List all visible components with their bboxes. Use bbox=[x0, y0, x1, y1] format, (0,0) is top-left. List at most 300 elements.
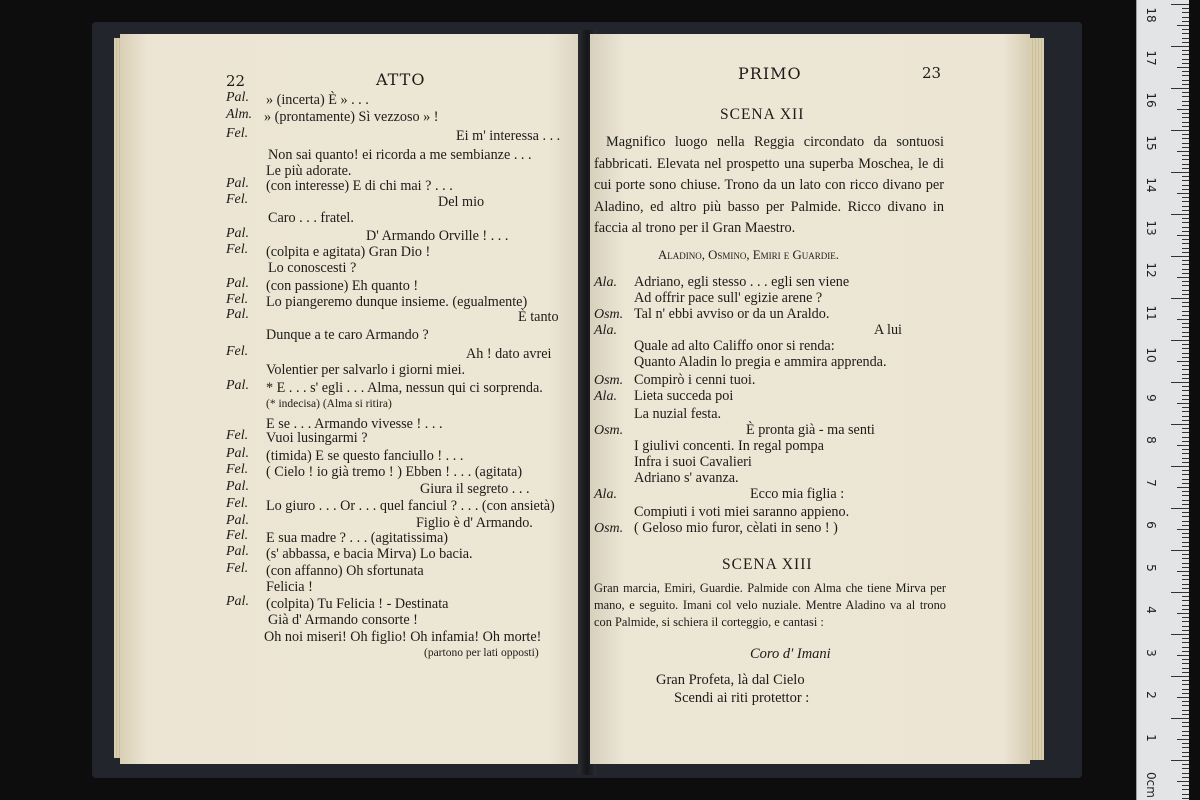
ruler-tick bbox=[1182, 537, 1189, 538]
ruler-tick bbox=[1177, 739, 1189, 740]
ruler-tick bbox=[1182, 504, 1189, 505]
ruler-tick bbox=[1182, 113, 1189, 114]
ruler-label: 15 bbox=[1144, 134, 1158, 151]
ruler-tick bbox=[1171, 634, 1189, 635]
ruler-tick bbox=[1182, 164, 1189, 165]
ruler-tick bbox=[1171, 592, 1189, 593]
ruler-tick bbox=[1182, 437, 1189, 438]
ruler-tick bbox=[1182, 789, 1189, 790]
ruler-tick bbox=[1182, 227, 1189, 228]
ruler-tick bbox=[1182, 546, 1189, 547]
ruler-tick bbox=[1182, 483, 1189, 484]
ruler-tick bbox=[1171, 298, 1189, 299]
left-page bbox=[120, 34, 586, 764]
ruler-tick bbox=[1171, 424, 1189, 425]
speaker-label: Pal. bbox=[226, 594, 249, 609]
ruler-tick bbox=[1182, 369, 1189, 370]
ruler-tick bbox=[1171, 382, 1189, 383]
ruler-tick bbox=[1182, 416, 1189, 417]
ruler-tick bbox=[1182, 558, 1189, 559]
ruler-tick bbox=[1182, 575, 1189, 576]
ruler-tick bbox=[1177, 403, 1189, 404]
ruler-tick bbox=[1182, 630, 1189, 631]
ruler-tick bbox=[1182, 348, 1189, 349]
ruler-tick bbox=[1182, 764, 1189, 765]
dialogue-line: I giulivi concenti. In regal pompa bbox=[634, 438, 824, 454]
speaker-label: Fel. bbox=[226, 561, 249, 576]
dialogue-line: Ah ! dato avrei bbox=[466, 346, 552, 362]
ruler-label: 1 bbox=[1144, 733, 1158, 742]
ruler-tick bbox=[1171, 4, 1189, 5]
dialogue-line: Lo giuro . . . Or . . . quel fanciul ? . . . (con ansietà) bbox=[266, 498, 555, 514]
ruler-tick bbox=[1182, 458, 1189, 459]
ruler-tick bbox=[1182, 197, 1189, 198]
speaker-label: Pal. bbox=[226, 513, 249, 528]
dialogue-line: (s' abbassa, e bacia Mirva) Lo bacia. bbox=[266, 546, 473, 562]
ruler-tick bbox=[1182, 705, 1189, 706]
ruler-tick bbox=[1182, 155, 1189, 156]
ruler-tick bbox=[1171, 550, 1189, 551]
ruler-tick bbox=[1182, 75, 1189, 76]
speaker-label: Pal. bbox=[226, 479, 249, 494]
ruler-tick bbox=[1182, 659, 1189, 660]
ruler-tick bbox=[1182, 159, 1189, 160]
ruler-tick bbox=[1182, 542, 1189, 543]
speaker-label: Ala. bbox=[594, 389, 617, 404]
speaker-label: Alm. bbox=[226, 107, 253, 122]
dialogue-line: ( Geloso mio furor, cèlati in seno ! ) bbox=[634, 520, 838, 536]
ruler-tick bbox=[1182, 294, 1189, 295]
dialogue-line: Tal n' ebbi avviso or da un Araldo. bbox=[634, 306, 830, 322]
ruler-tick bbox=[1182, 260, 1189, 261]
ruler-tick bbox=[1182, 638, 1189, 639]
ruler-tick bbox=[1182, 407, 1189, 408]
speaker-label: Fel. bbox=[226, 428, 249, 443]
speaker-label: Osm. bbox=[594, 373, 624, 388]
dialogue-line: Dunque a te caro Armando ? bbox=[266, 327, 429, 343]
ruler-tick bbox=[1171, 46, 1189, 47]
ruler-tick bbox=[1182, 50, 1189, 51]
ruler-tick bbox=[1171, 130, 1189, 131]
ruler-tick bbox=[1182, 714, 1189, 715]
ruler-tick bbox=[1182, 218, 1189, 219]
left-page-number: 22 bbox=[226, 72, 246, 90]
ruler-label: 0cm bbox=[1144, 772, 1158, 798]
speaker-label: Fel. bbox=[226, 292, 249, 307]
ruler-tick bbox=[1182, 138, 1189, 139]
ruler-tick bbox=[1182, 701, 1189, 702]
right-page bbox=[590, 34, 1030, 764]
scene-xii-title: SCENA XII bbox=[720, 106, 805, 123]
chorus-title: Coro d' Imani bbox=[750, 646, 831, 662]
ruler-tick bbox=[1182, 588, 1189, 589]
ruler-label: 5 bbox=[1144, 563, 1158, 572]
dialogue-line: Le più adorate. bbox=[266, 163, 352, 179]
ruler-tick bbox=[1182, 609, 1189, 610]
ruler-tick bbox=[1182, 344, 1189, 345]
ruler-tick bbox=[1182, 479, 1189, 480]
ruler-tick bbox=[1182, 386, 1189, 387]
ruler-tick bbox=[1182, 651, 1189, 652]
ruler-tick bbox=[1182, 399, 1189, 400]
dialogue-line: Non sai quanto! ei ricorda a me sembianze . . . bbox=[268, 147, 532, 163]
ruler-tick bbox=[1177, 235, 1189, 236]
dialogue-line: Volentier per salvarlo i giorni miei. bbox=[266, 362, 466, 378]
ruler-label: 6 bbox=[1144, 521, 1158, 529]
dialogue-line: Infra i suoi Cavalieri bbox=[634, 454, 752, 470]
dialogue-line: Ecco mia figlia : bbox=[750, 486, 845, 502]
dialogue-line: Già d' Armando consorte ! bbox=[268, 612, 418, 628]
ruler-tick bbox=[1182, 600, 1189, 601]
ruler-label: 17 bbox=[1144, 49, 1158, 66]
ruler-tick bbox=[1182, 617, 1189, 618]
speaker-label: Pal. bbox=[226, 378, 249, 393]
ruler-label: 8 bbox=[1144, 436, 1158, 444]
ruler-tick bbox=[1182, 726, 1189, 727]
ruler-tick bbox=[1182, 92, 1189, 93]
ruler-tick bbox=[1182, 285, 1189, 286]
ruler-label: 11 bbox=[1144, 304, 1158, 321]
ruler-tick bbox=[1182, 743, 1189, 744]
ruler-tick bbox=[1182, 29, 1189, 30]
ruler-tick bbox=[1182, 533, 1189, 534]
ruler-tick bbox=[1182, 117, 1189, 118]
dialogue-line: Ei m' interessa . . . bbox=[456, 128, 561, 144]
ruler-tick bbox=[1182, 302, 1189, 303]
speaker-label: Pal. bbox=[226, 226, 249, 241]
ruler-tick bbox=[1182, 332, 1189, 333]
speaker-label: Fel. bbox=[226, 192, 249, 207]
ruler-tick bbox=[1177, 613, 1189, 614]
ruler-tick bbox=[1177, 25, 1189, 26]
ruler-tick bbox=[1182, 747, 1189, 748]
ruler-label: 10 bbox=[1144, 347, 1158, 363]
dialogue-line: Lo conoscesti ? bbox=[268, 260, 357, 276]
ruler-tick bbox=[1182, 134, 1189, 135]
speaker-label: Osm. bbox=[594, 521, 624, 536]
dialogue-line: Quale ad alto Califfo onor si renda: bbox=[634, 338, 835, 354]
ruler-tick bbox=[1182, 38, 1189, 39]
ruler-tick bbox=[1182, 84, 1189, 85]
ruler-tick bbox=[1182, 621, 1189, 622]
ruler-tick bbox=[1182, 239, 1189, 240]
dialogue-line: Quanto Aladin lo pregia e ammira apprenda. bbox=[634, 354, 887, 370]
ruler-tick bbox=[1182, 147, 1189, 148]
speaker-label: Fel. bbox=[226, 496, 249, 511]
dialogue-line: (timida) E se questo fanciullo ! . . . bbox=[266, 448, 464, 464]
ruler-tick bbox=[1182, 273, 1189, 274]
ruler-tick bbox=[1177, 67, 1189, 68]
ruler-tick bbox=[1171, 340, 1189, 341]
scene-xii-cast: Aladino, Osmino, Emiri e Guardie. bbox=[658, 248, 839, 262]
ruler-tick bbox=[1182, 554, 1189, 555]
ruler-tick bbox=[1182, 605, 1189, 606]
dialogue-line: Giura il segreto . . . bbox=[420, 481, 530, 497]
right-page-edges bbox=[1030, 38, 1044, 760]
speaker-label: Pal. bbox=[226, 90, 249, 105]
dialogue-line: (con passione) Eh quanto ! bbox=[266, 278, 419, 294]
speaker-label: Ala. bbox=[594, 323, 617, 338]
ruler-tick bbox=[1182, 210, 1189, 211]
dialogue-line: (con affanno) Oh sfortunata bbox=[266, 563, 424, 579]
ruler-label: 16 bbox=[1144, 92, 1158, 108]
ruler-tick bbox=[1182, 71, 1189, 72]
ruler-tick bbox=[1182, 596, 1189, 597]
ruler-tick bbox=[1182, 105, 1189, 106]
ruler-tick bbox=[1171, 760, 1189, 761]
speaker-label: Pal. bbox=[226, 544, 249, 559]
dialogue-line: Compirò i cenni tuoi. bbox=[634, 372, 756, 388]
ruler-tick bbox=[1182, 176, 1189, 177]
ruler-tick bbox=[1182, 756, 1189, 757]
ruler-tick bbox=[1182, 420, 1189, 421]
ruler-tick bbox=[1182, 122, 1189, 123]
ruler-tick bbox=[1182, 189, 1189, 190]
speaker-label: Osm. bbox=[594, 423, 624, 438]
ruler-tick bbox=[1177, 445, 1189, 446]
dialogue-line: Oh noi miseri! Oh figlio! Oh infamia! Oh morte! bbox=[264, 629, 542, 645]
dialogue-line: ( Cielo ! io già tremo ! ) Ebben ! . . . (agitata) bbox=[266, 464, 523, 480]
ruler-tick bbox=[1182, 441, 1189, 442]
ruler-tick bbox=[1177, 781, 1189, 782]
dialogue-line: Vuoi lusingarmi ? bbox=[266, 430, 368, 446]
ruler-tick bbox=[1182, 453, 1189, 454]
ruler-tick bbox=[1177, 277, 1189, 278]
ruler-tick bbox=[1171, 718, 1189, 719]
ruler-tick bbox=[1182, 722, 1189, 723]
dialogue-line: (con interesse) E di chi mai ? . . . bbox=[266, 178, 453, 194]
ruler-tick bbox=[1182, 668, 1189, 669]
dialogue-line: Del mio bbox=[438, 194, 485, 210]
ruler-tick bbox=[1182, 252, 1189, 253]
ruler-tick bbox=[1182, 563, 1189, 564]
right-page-number: 23 bbox=[922, 64, 942, 82]
ruler-tick bbox=[1182, 525, 1189, 526]
dialogue-line: (colpita) Tu Felicia ! - Destinata bbox=[266, 596, 449, 612]
ruler-tick bbox=[1182, 731, 1189, 732]
ruler-tick bbox=[1182, 684, 1189, 685]
ruler-tick bbox=[1182, 512, 1189, 513]
dialogue-line: Adriano s' avanza. bbox=[634, 470, 739, 486]
ruler-tick bbox=[1182, 281, 1189, 282]
ruler-tick bbox=[1182, 327, 1189, 328]
ruler-tick bbox=[1182, 798, 1189, 799]
speaker-label: Pal. bbox=[226, 307, 249, 322]
ruler-label: 2 bbox=[1144, 691, 1158, 699]
scene-xiii-description: Gran marcia, Emiri, Guardie. Palmide con Alma che tiene Mirva per mano, e seguito. Imani col velo nuziale. Mentre Aladino va al trono con Palmide, si schiera il corteggio, e cantasi : bbox=[594, 581, 946, 630]
ruler-tick bbox=[1182, 432, 1189, 433]
dialogue-line: » (prontamente) Sì vezzoso » ! bbox=[264, 109, 439, 125]
ruler-tick bbox=[1182, 428, 1189, 429]
ruler-label: 12 bbox=[1144, 262, 1158, 278]
ruler-tick bbox=[1182, 680, 1189, 681]
ruler-tick bbox=[1171, 256, 1189, 257]
dialogue-line: Adriano, egli stesso . . . egli sen viene bbox=[634, 274, 850, 290]
dialogue-line: Compiuti i voti miei saranno appieno. bbox=[634, 504, 850, 520]
speaker-label: Pal. bbox=[226, 276, 249, 291]
ruler-tick bbox=[1182, 395, 1189, 396]
ruler-tick bbox=[1177, 109, 1189, 110]
ruler-tick bbox=[1182, 449, 1189, 450]
dialogue-line: Caro . . . fratel. bbox=[268, 210, 354, 226]
ruler-tick bbox=[1177, 151, 1189, 152]
ruler-tick bbox=[1182, 752, 1189, 753]
ruler-tick bbox=[1182, 521, 1189, 522]
dialogue-line: (partono per lati opposti) bbox=[424, 647, 539, 659]
speaker-label: Ala. bbox=[594, 487, 617, 502]
speaker-label: Pal. bbox=[226, 446, 249, 461]
ruler-tick bbox=[1171, 172, 1189, 173]
ruler-tick bbox=[1182, 663, 1189, 664]
ruler-tick bbox=[1182, 290, 1189, 291]
dialogue-line: » (incerta) È » . . . bbox=[266, 92, 369, 108]
ruler-tick bbox=[1182, 462, 1189, 463]
ruler-tick bbox=[1182, 269, 1189, 270]
dialogue-line: D' Armando Orville ! . . . bbox=[366, 228, 509, 244]
ruler-tick bbox=[1182, 54, 1189, 55]
ruler-tick bbox=[1171, 676, 1189, 677]
speaker-label: Fel. bbox=[226, 242, 249, 257]
dialogue-line: A lui bbox=[874, 322, 902, 338]
ruler-tick bbox=[1182, 33, 1189, 34]
ruler-tick bbox=[1182, 693, 1189, 694]
ruler-tick bbox=[1171, 466, 1189, 467]
ruler-tick bbox=[1182, 96, 1189, 97]
dialogue-line: E sua madre ? . . . (agitatissima) bbox=[266, 530, 449, 546]
ruler-label: 14 bbox=[1144, 177, 1158, 193]
ruler-tick bbox=[1177, 193, 1189, 194]
ruler-tick bbox=[1182, 63, 1189, 64]
ruler-tick bbox=[1182, 374, 1189, 375]
ruler-tick bbox=[1182, 353, 1189, 354]
ruler-tick bbox=[1182, 785, 1189, 786]
ruler-tick bbox=[1182, 206, 1189, 207]
dialogue-line: Figlio è d' Armando. bbox=[416, 515, 533, 531]
ruler-tick bbox=[1182, 185, 1189, 186]
ruler-tick bbox=[1182, 311, 1189, 312]
speaker-label: Pal. bbox=[226, 176, 249, 191]
ruler-tick bbox=[1182, 101, 1189, 102]
ruler-tick bbox=[1182, 500, 1189, 501]
ruler-label: 18 bbox=[1144, 7, 1158, 23]
ruler-label: 9 bbox=[1144, 393, 1158, 402]
scene-xiii-title: SCENA XIII bbox=[722, 556, 813, 573]
ruler-tick bbox=[1182, 201, 1189, 202]
ruler-tick bbox=[1177, 697, 1189, 698]
ruler-tick bbox=[1182, 474, 1189, 475]
ruler-tick bbox=[1182, 248, 1189, 249]
ruler-tick bbox=[1177, 655, 1189, 656]
ruler-tick bbox=[1182, 579, 1189, 580]
ruler-tick bbox=[1182, 243, 1189, 244]
ruler-tick bbox=[1182, 80, 1189, 81]
speaker-label: Fel. bbox=[226, 126, 249, 141]
ruler-tick bbox=[1182, 264, 1189, 265]
ruler-tick bbox=[1182, 126, 1189, 127]
ruler-tick bbox=[1182, 735, 1189, 736]
chorus-line-2: Scendi ai riti protettor : bbox=[674, 690, 810, 706]
ruler-tick bbox=[1182, 768, 1189, 769]
ruler-tick bbox=[1182, 777, 1189, 778]
ruler-label: 3 bbox=[1144, 648, 1158, 657]
ruler-tick bbox=[1182, 642, 1189, 643]
ruler-tick bbox=[1171, 214, 1189, 215]
ruler-label: 7 bbox=[1144, 478, 1158, 487]
measuring-ruler bbox=[1136, 0, 1189, 800]
ruler-tick bbox=[1182, 390, 1189, 391]
ruler-tick bbox=[1182, 794, 1189, 795]
ruler-tick bbox=[1182, 773, 1189, 774]
ruler-label: 13 bbox=[1144, 219, 1158, 236]
ruler-tick bbox=[1182, 315, 1189, 316]
ruler-tick bbox=[1177, 487, 1189, 488]
dialogue-line: E se . . . Armando vivesse ! . . . bbox=[266, 416, 443, 432]
ruler-tick bbox=[1182, 626, 1189, 627]
dialogue-line: Ad offrir pace sull' egizie arene ? bbox=[634, 290, 823, 306]
ruler-tick bbox=[1182, 180, 1189, 181]
left-running-head: ATTO bbox=[376, 70, 426, 89]
ruler-tick bbox=[1182, 365, 1189, 366]
ruler-tick bbox=[1182, 689, 1189, 690]
ruler-label: 4 bbox=[1144, 606, 1158, 614]
ruler-tick bbox=[1182, 222, 1189, 223]
ruler-tick bbox=[1182, 411, 1189, 412]
ruler-tick bbox=[1182, 672, 1189, 673]
dialogue-line: È pronta già - ma senti bbox=[746, 422, 875, 438]
ruler-tick bbox=[1182, 495, 1189, 496]
right-running-head: PRIMO bbox=[738, 64, 802, 83]
ruler-tick bbox=[1182, 8, 1189, 9]
ruler-tick bbox=[1171, 508, 1189, 509]
dialogue-line: Lieta succeda poi bbox=[634, 388, 734, 404]
speaker-label: Fel. bbox=[226, 462, 249, 477]
ruler-tick bbox=[1182, 357, 1189, 358]
ruler-tick bbox=[1182, 21, 1189, 22]
dialogue-line: (* indecisa) (Alma si ritira) bbox=[266, 398, 392, 410]
ruler-tick bbox=[1182, 168, 1189, 169]
speaker-label: Fel. bbox=[226, 528, 249, 543]
ruler-tick bbox=[1182, 647, 1189, 648]
dialogue-line: È tanto bbox=[518, 309, 559, 325]
ruler-tick bbox=[1182, 12, 1189, 13]
dialogue-line: (colpita e agitata) Gran Dio ! bbox=[266, 244, 431, 260]
ruler-tick bbox=[1177, 361, 1189, 362]
ruler-tick bbox=[1182, 42, 1189, 43]
ruler-tick bbox=[1182, 231, 1189, 232]
ruler-tick bbox=[1182, 17, 1189, 18]
ruler-tick bbox=[1182, 323, 1189, 324]
ruler-tick bbox=[1182, 567, 1189, 568]
scene-xii-description: Magnifico luogo nella Reggia circondato da sontuosi fabbricati. Elevata nel prospetto una superba Moschea, le di cui porte sono chiuse. Trono da un lato con ricco divano per Aladino, ed altro più basso per Palmide. Ricco divano in faccia al trono per il Gran Maestro. bbox=[594, 134, 944, 237]
speaker-label: Ala. bbox=[594, 275, 617, 290]
ruler-tick bbox=[1182, 143, 1189, 144]
dialogue-line: Lo piangeremo dunque insieme. (egualmente) bbox=[266, 294, 528, 310]
ruler-tick bbox=[1182, 491, 1189, 492]
ruler-tick bbox=[1182, 306, 1189, 307]
speaker-label: Fel. bbox=[226, 344, 249, 359]
chorus-line-1: Gran Profeta, là dal Cielo bbox=[656, 672, 805, 688]
ruler-tick bbox=[1177, 571, 1189, 572]
ruler-tick bbox=[1182, 470, 1189, 471]
ruler-tick bbox=[1177, 319, 1189, 320]
dialogue-line: Felicia ! bbox=[266, 579, 313, 595]
ruler-tick bbox=[1182, 584, 1189, 585]
ruler-tick bbox=[1171, 88, 1189, 89]
ruler-tick bbox=[1182, 516, 1189, 517]
ruler-tick bbox=[1177, 529, 1189, 530]
ruler-tick bbox=[1182, 336, 1189, 337]
dialogue-line: La nuzial festa. bbox=[634, 406, 722, 422]
